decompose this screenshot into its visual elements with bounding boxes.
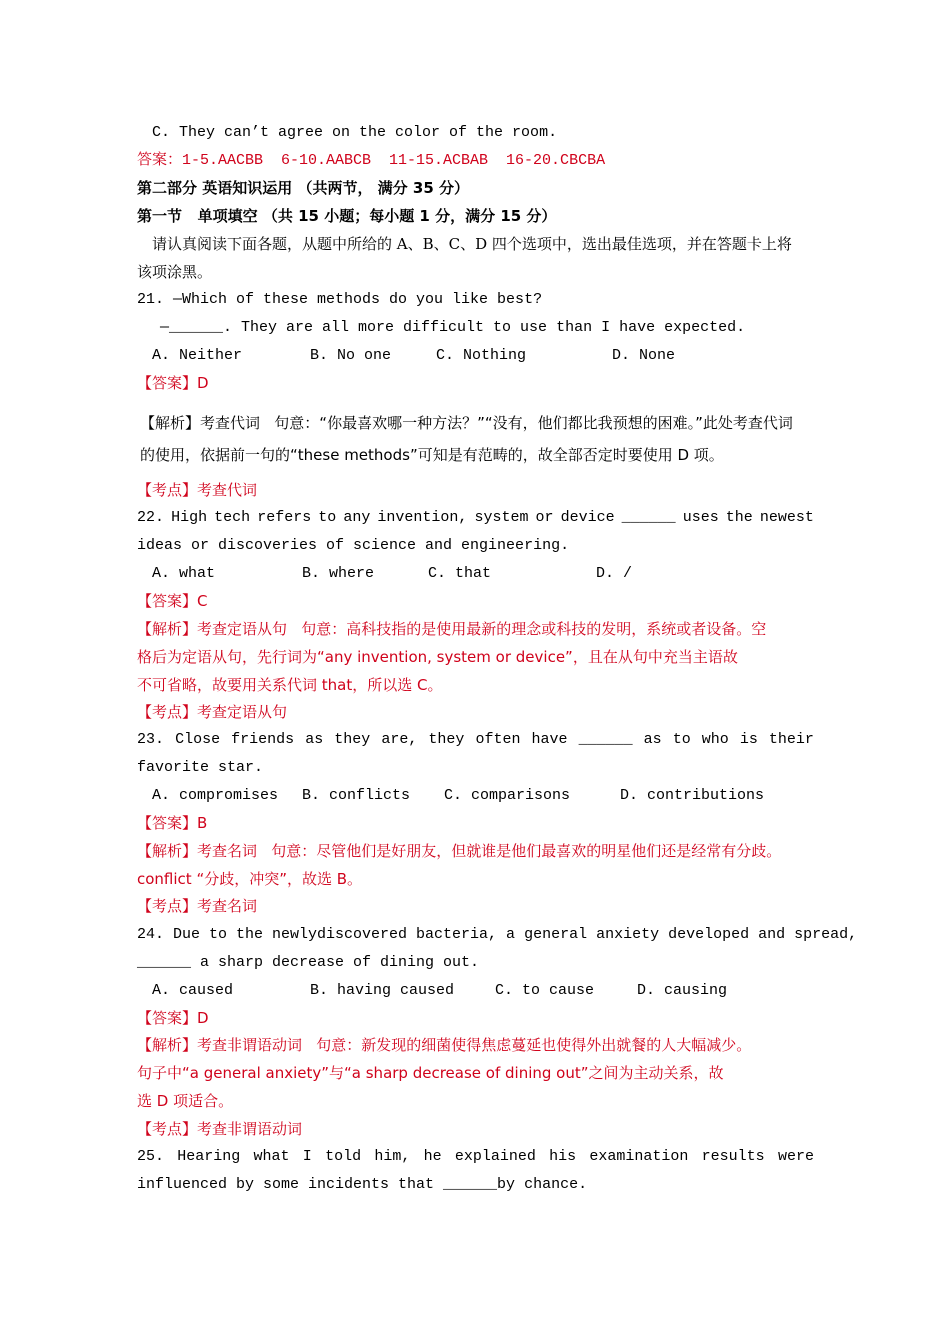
q22-stem-line1: 22. High tech refers to any invention, system or device ______ uses the newest (137, 509, 814, 526)
q23-option-c: C. comparisons (444, 787, 571, 804)
q21-point: 【考点】考查代词 (137, 481, 258, 499)
q23-options (152, 787, 852, 805)
q22-analysis-line3: 不可省略，故要用关系代词 that，所以选 C。 (137, 676, 443, 694)
q24-stem-line2: ______ a sharp decrease of dining out. (137, 954, 480, 971)
q24-option-d: D. causing (637, 982, 728, 999)
answer-keys: 答案：1-5.AACBB 6-10.AABCB 11-15.ACBAB 16-20.CBCBA (137, 152, 606, 169)
q22-answer: 【答案】C (137, 592, 208, 610)
q22-point: 【考点】考查定语从句 (137, 703, 288, 721)
q22-options (152, 565, 852, 583)
q25-stem-line1: 25. Hearing what I told him, he explained his examination results were (137, 1148, 814, 1165)
q23-stem-line1: 23. Close friends as they are, they often have ______ as to who is their (137, 731, 814, 748)
q22-option-b: B. where (302, 565, 375, 582)
q24-options (152, 982, 852, 1000)
q21-option-b: B. No one (310, 347, 392, 364)
q23-point: 【考点】考查名词 (137, 897, 258, 915)
instructions-line1: 请认真阅读下面各题，从题中所给的 A、B、C、D 四个选项中，选出最佳选项，并在答题卡上将 (152, 235, 792, 253)
q22-analysis-line2: 格后为定语从句，先行词为“any invention, system or device”，且在从句中充当主语故 (137, 648, 738, 666)
q25-stem-line2: influenced by some incidents that ______by chance. (137, 1176, 588, 1193)
q21-answer: 【答案】D (137, 374, 209, 392)
q23-analysis-line1: 【解析】考查名词 句意：尽管他们是好朋友，但就谁是他们最喜欢的明星他们还是经常有分歧。 (137, 842, 782, 860)
q21-analysis-line2: 的使用，依据前一句的“these methods”可知是有范畴的，故全部否定时要使用 D 项。 (140, 446, 724, 464)
q21-analysis-line1: 【解析】考查代词 句意：“你最喜欢哪一种方法？”“没有，他们都比我预想的困难。”此处考查代词 (140, 414, 793, 432)
q23-analysis-line2: conflict “分歧，冲突”，故选 B。 (137, 870, 363, 888)
q24-option-c: C. to cause (495, 982, 595, 999)
q22-analysis-line1: 【解析】考查定语从句 句意：高科技指的是使用最新的理念或科技的发明，系统或者设备。空 (137, 620, 767, 638)
q22-option-a: A. what (152, 565, 216, 582)
q24-analysis-line1: 【解析】考查非谓语动词 句意：新发现的细菌使得焦虑蔓延也使得外出就餐的人大幅减少。 (137, 1036, 752, 1054)
instructions-line2: 该项涂黑。 (137, 263, 213, 281)
q22-stem-line2: ideas or discoveries of science and engineering. (137, 537, 570, 554)
section1-title: 第一节 单项填空 （共 15 小题；每小题 1 分，满分 15 分） (137, 207, 557, 225)
q21-option-a: A. Neither (152, 347, 243, 364)
q24-stem-line1: 24. Due to the newlydiscovered bacteria, a general anxiety developed and spread, (137, 926, 858, 943)
q21-option-d: D. None (612, 347, 676, 364)
q21-stem-line2: —______. They are all more difficult to use than I have expected. (160, 319, 746, 336)
q23-stem-line2: favorite star. (137, 759, 264, 776)
q24-option-b: B. having caused (310, 982, 455, 999)
q24-answer: 【答案】D (137, 1009, 209, 1027)
q23-answer: 【答案】B (137, 814, 208, 832)
q22-option-d: D. / (596, 565, 633, 582)
q21-stem-line1: 21. —Which of these methods do you like best? (137, 291, 543, 308)
q22-option-c: C. that (428, 565, 492, 582)
q24-point: 【考点】考查非谓语动词 (137, 1120, 303, 1138)
q24-option-a: A. caused (152, 982, 234, 999)
q23-option-a: A. compromises (152, 787, 279, 804)
q23-option-d: D. contributions (620, 787, 765, 804)
part2-title: 第二部分 英语知识运用 （共两节， 满分 35 分） (137, 179, 469, 197)
q24-analysis-line3: 选 D 项适合。 (137, 1092, 234, 1110)
q23-option-b: B. conflicts (302, 787, 411, 804)
q24-analysis-line2: 句子中“a general anxiety”与“a sharp decrease of dining out”之间为主动关系，故 (137, 1064, 724, 1082)
top-option-c: C. They can’t agree on the color of the room. (152, 124, 558, 141)
q21-option-c: C. Nothing (436, 347, 527, 364)
q21-options (152, 347, 852, 365)
